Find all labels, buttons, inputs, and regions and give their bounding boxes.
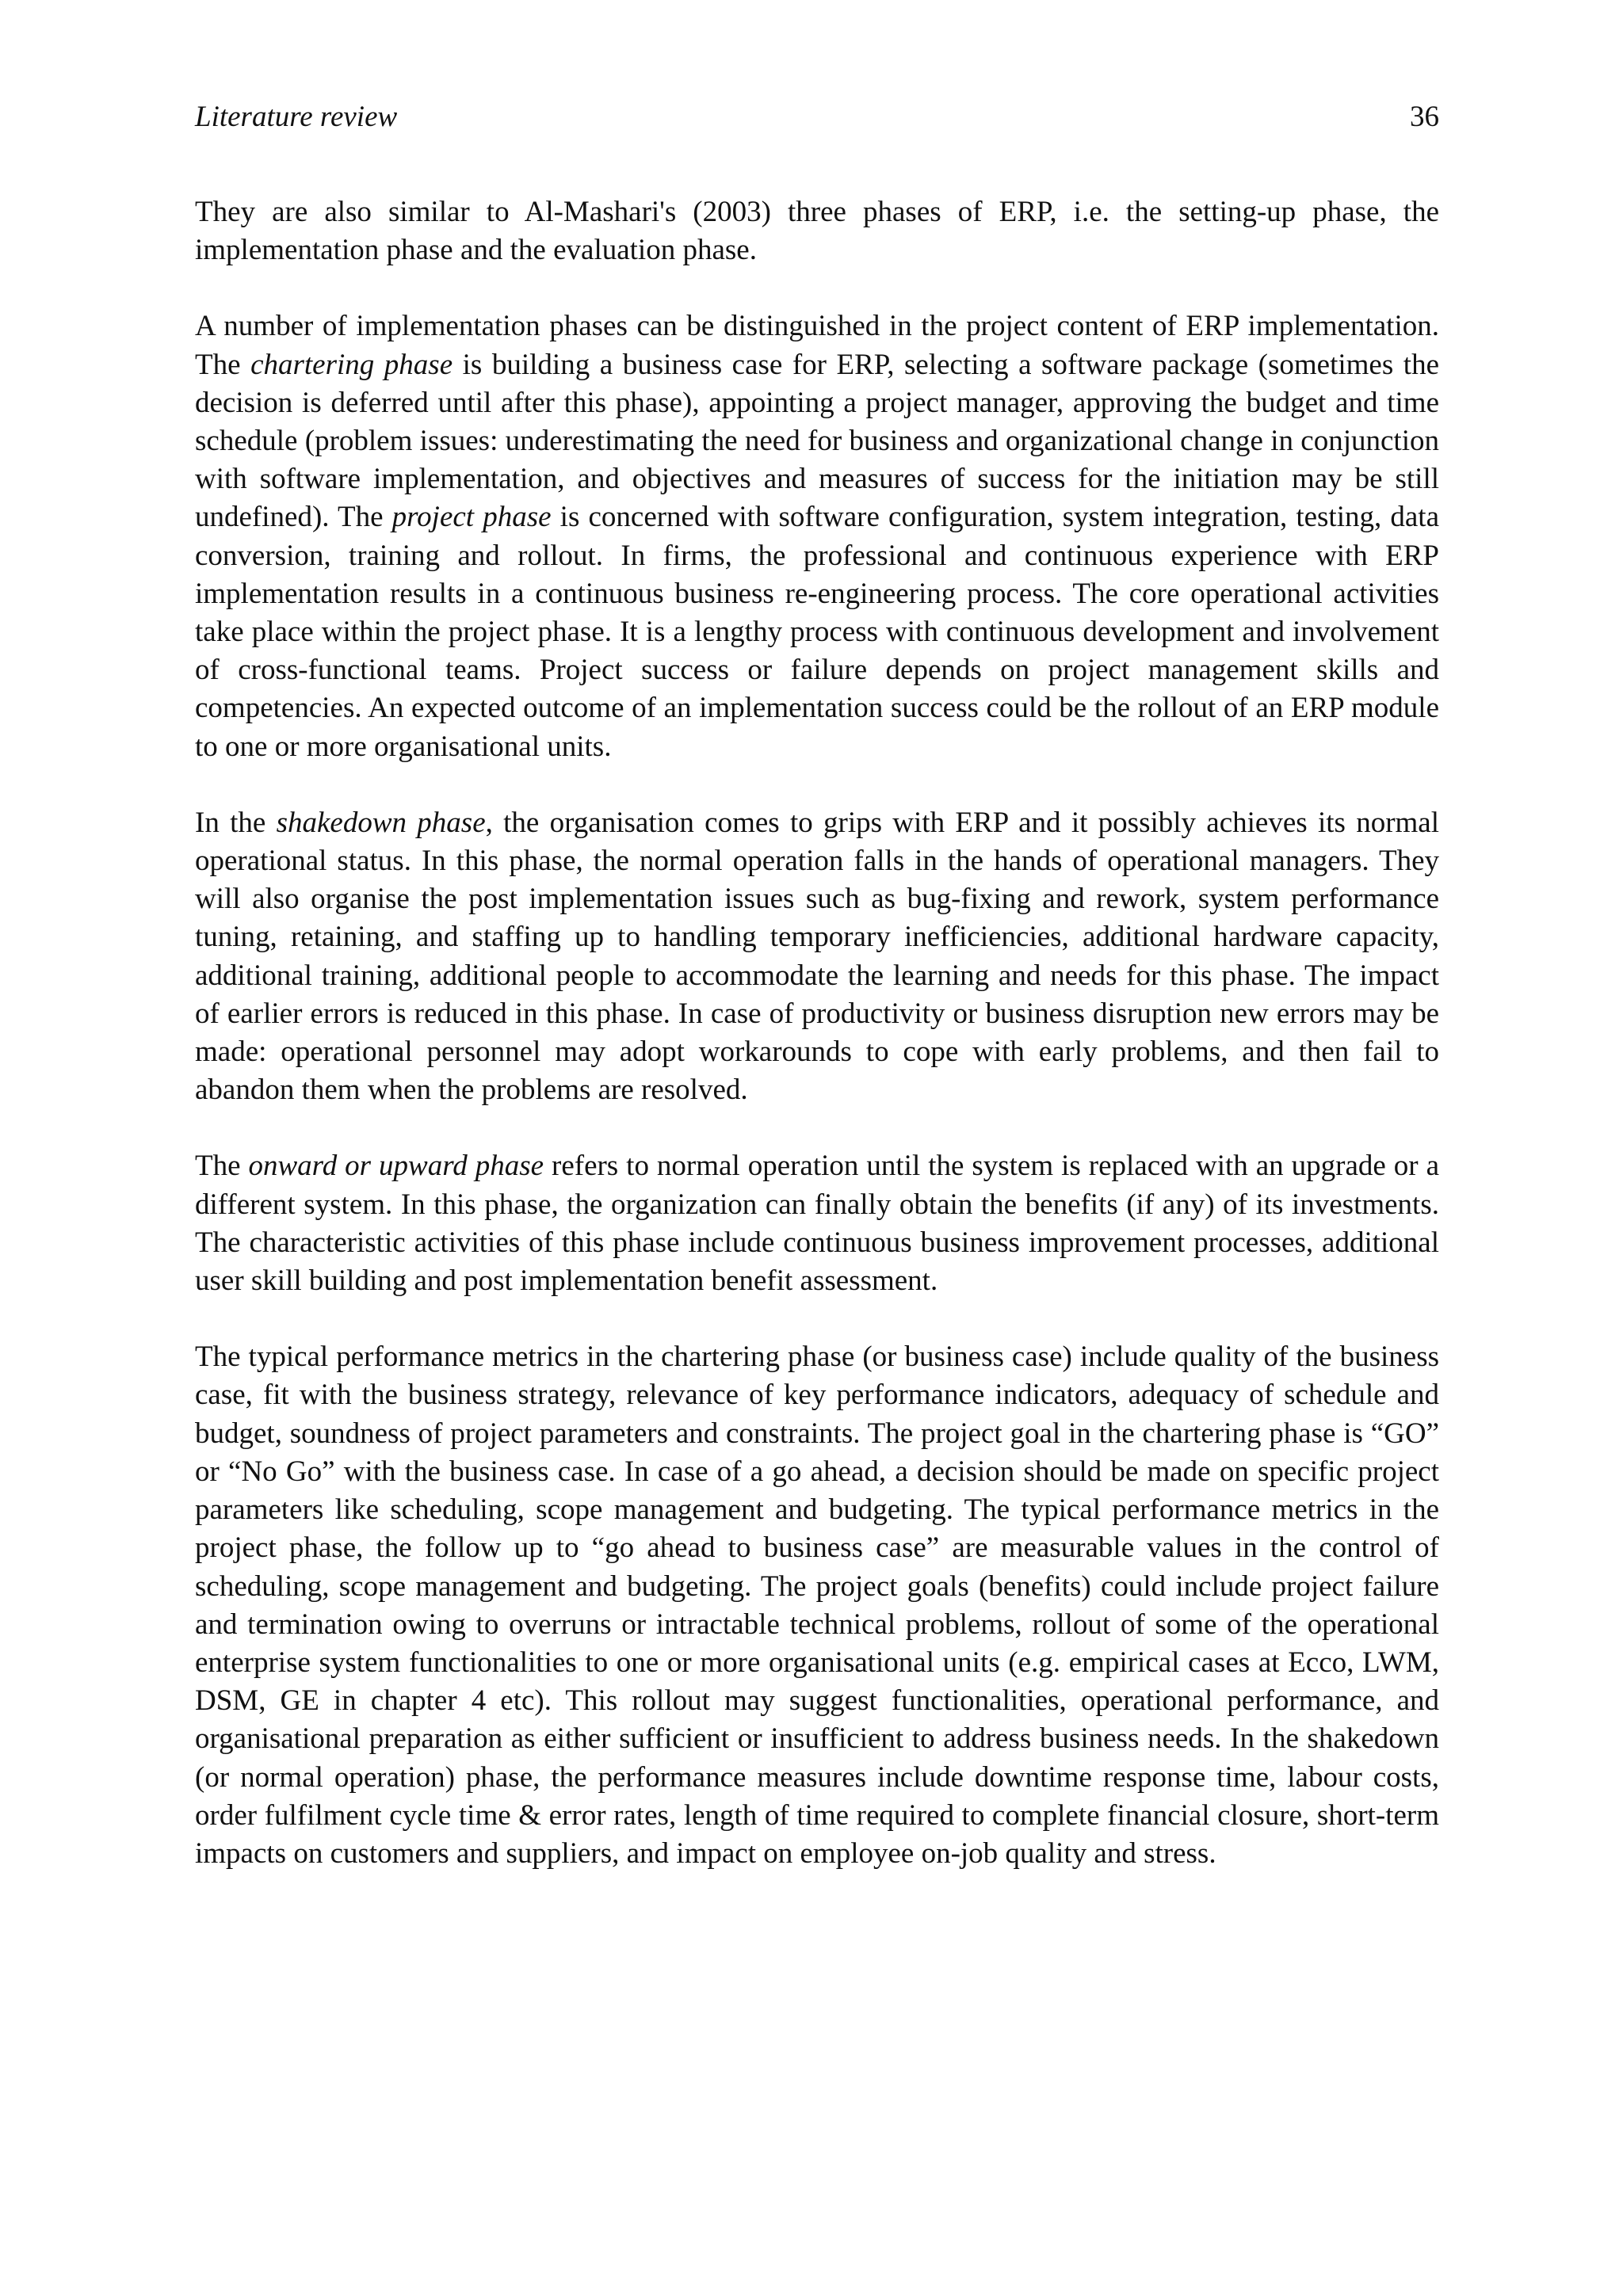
term-onward-upward-phase: onward or upward phase (248, 1150, 544, 1183)
term-shakedown-phase: shakedown phase (276, 806, 486, 839)
text-segment: A number of implementation phases can be distinguished in the project content of ERP implementation. The (195, 310, 1439, 381)
body-text (195, 193, 1439, 1873)
paragraph-shakedown-phase (195, 804, 1439, 1110)
text-segment: , the organisation comes to grips with ERP and it possibly achieves its normal operational status. In this phase, the normal operation falls in the hands of operational managers. They will also organise the post implementation issues such as bug-fixing and rework, system performance tuning, retaining, and staffing up to handling temporary inefficiencies, additional hardware capacity, additional training, additional people to accommodate the learning and needs for this phase. The impact of earlier errors is reduced in this phase. In case of productivity or business disruption new errors may be made: operational personnel may adopt workarounds to cope with early problems, and then fail to abandon them when the problems are resolved. (195, 806, 1439, 1107)
text-segment: In the (195, 806, 277, 839)
page-number: 36 (1410, 101, 1439, 133)
text-segment: refers to normal operation until the system is replaced with an upgrade or a different system. In this phase, the organization can finally obtain the benefits (if any) of its investments. The characteristic activities of this phase include continuous business improvement processes, additional user skill building and post implementation benefit assessment. (195, 1150, 1439, 1298)
term-project-phase: project phase (391, 501, 552, 534)
term-chartering-phase: chartering phase (250, 348, 453, 381)
section-title: Literature review (195, 101, 398, 133)
document-page (195, 93, 1439, 1911)
paragraph-chartering-and-project-phase (195, 307, 1439, 765)
text-segment: is building a business case for ERP, selecting a software package (sometimes the decision is deferred until after this phase), appointing a project manager, approving the budget and time schedule (problem issues: underestimating the need for business and organizational change in conjunction with software implementation, and objectives and measures of success for the initiation may be still undefined). The (195, 348, 1439, 534)
text-segment: The (195, 1150, 249, 1183)
running-header (195, 93, 1439, 141)
paragraph-onward-upward-phase (195, 1147, 1439, 1300)
paragraph-setting-up-phases: They are also similar to Al-Mashari's (2003) three phases of ERP, i.e. the setting-up phase, the implementation phase and the evaluation phase. (195, 196, 1439, 267)
paragraph-performance-metrics: The typical performance metrics in the chartering phase (or business case) include quality of the business case, fit with the business strategy, relevance of key performance indicators, adequacy of schedule and budget, soundness of project parameters and constraints. The project goal in the chartering phase is “GO” or “No Go” with the business case. In case of a go ahead, a decision should be made on specific project parameters like scheduling, scope management and budgeting. The typical performance metrics in the project phase, the follow up to “go ahead to business case” are measurable values in the control of scheduling, scope management and budgeting. The project goals (benefits) could include project failure and termination owing to overruns or intractable technical problems, rollout of some of the operational enterprise system functionalities to one or more organisational units (e.g. empirical cases at Ecco, LWM, DSM, GE in chapter 4 etc). This rollout may suggest functionalities, operational performance, and organisational preparation as either sufficient or insufficient to address business needs. In the shakedown (or normal operation) phase, the performance measures include downtime response time, labour costs, order fulfilment cycle time & error rates, length of time required to complete financial closure, short-term impacts on customers and suppliers, and impact on employee on-job quality and stress. (195, 1341, 1439, 1870)
text-segment: is concerned with software configuration, system integration, testing, data conversion, training and rollout. In firms, the professional and continuous experience with ERP implementation results in a continuous business re-engineering process. The core operational activities take place within the project phase. It is a lengthy process with continuous development and involvement of cross-functional teams. Project success or failure depends on project management skills and competencies. An expected outcome of an implementation success could be the rollout of an ERP module to one or more organisational units. (195, 501, 1439, 763)
